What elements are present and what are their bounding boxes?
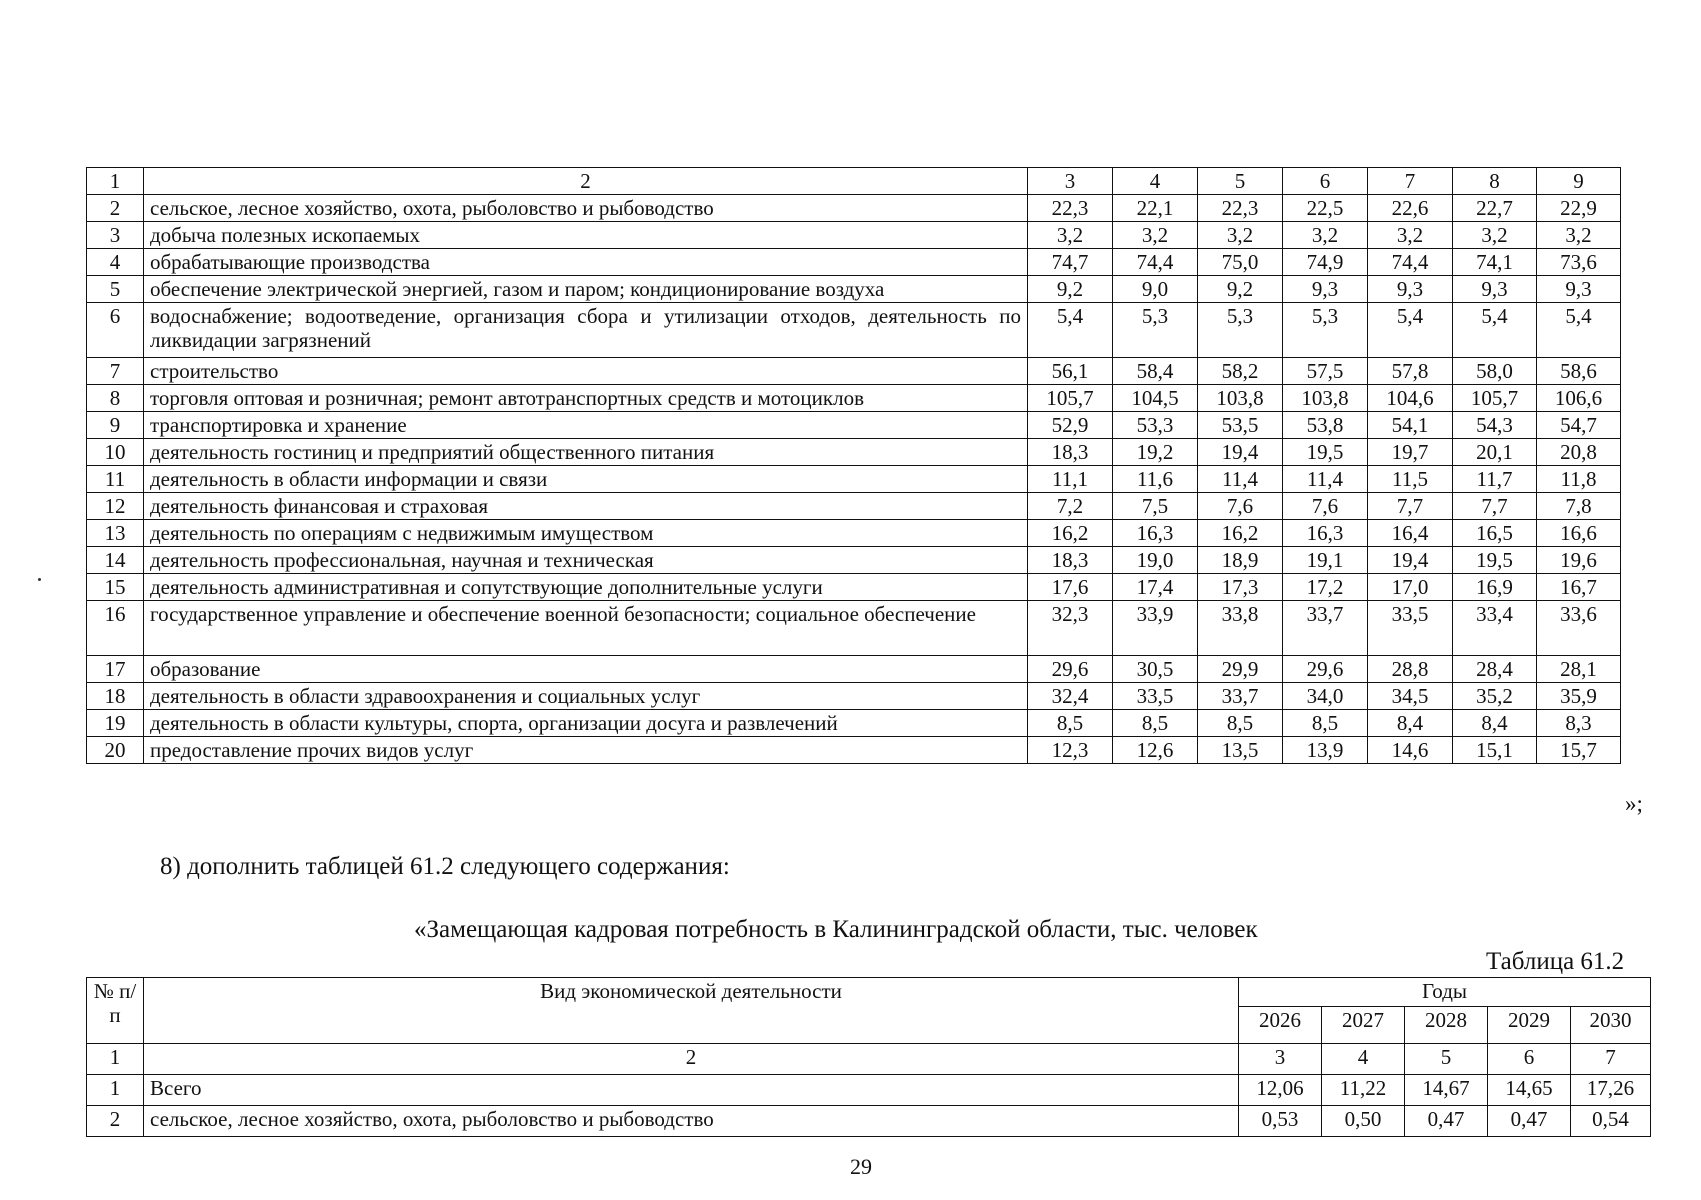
value-cell: 29,9 — [1198, 656, 1283, 683]
activity-name: деятельность в области здравоохранения и социальных услуг — [144, 683, 1028, 710]
value-cell: 3,2 — [1113, 222, 1198, 249]
value-cell: 106,6 — [1537, 385, 1621, 412]
activity-name: транспортировка и хранение — [144, 412, 1028, 439]
year-cell: 2028 — [1405, 1007, 1488, 1044]
row-number: 15 — [87, 574, 144, 601]
activity-name: деятельность в области культуры, спорта, организации досуга и развлечений — [144, 710, 1028, 737]
activity-name: деятельность профессиональная, научная и техническая — [144, 547, 1028, 574]
value-cell: 7,6 — [1198, 493, 1283, 520]
value-cell: 33,7 — [1198, 683, 1283, 710]
table-title: «Замещающая кадровая потребность в Калининградской области, тыс. человек — [414, 916, 1258, 943]
column-index: 6 — [1283, 168, 1368, 195]
value-cell: 104,5 — [1113, 385, 1198, 412]
row-number: 14 — [87, 547, 144, 574]
table-row — [87, 547, 1621, 574]
column-index: 7 — [1571, 1044, 1651, 1075]
value-cell: 15,7 — [1537, 737, 1621, 764]
value-cell: 16,3 — [1113, 520, 1198, 547]
value-cell: 12,06 — [1239, 1075, 1322, 1106]
table-row — [87, 683, 1621, 710]
activity-name: деятельность в области информации и связи — [144, 466, 1028, 493]
value-cell: 17,0 — [1368, 574, 1453, 601]
value-cell: 54,7 — [1537, 412, 1621, 439]
value-cell: 32,4 — [1028, 683, 1113, 710]
value-cell: 16,7 — [1537, 574, 1621, 601]
scan-dot — [38, 578, 41, 581]
value-cell: 33,7 — [1283, 601, 1368, 656]
value-cell: 58,4 — [1113, 358, 1198, 385]
value-cell: 22,6 — [1368, 195, 1453, 222]
value-cell: 103,8 — [1283, 385, 1368, 412]
table-row — [87, 737, 1621, 764]
header-num: № п/п — [87, 978, 144, 1044]
row-number: 20 — [87, 737, 144, 764]
table-row — [87, 710, 1621, 737]
value-cell: 0,47 — [1488, 1106, 1571, 1137]
value-cell: 58,6 — [1537, 358, 1621, 385]
value-cell: 57,5 — [1283, 358, 1368, 385]
activity-name: Всего — [144, 1075, 1239, 1106]
value-cell: 19,5 — [1453, 547, 1537, 574]
value-cell: 30,5 — [1113, 656, 1198, 683]
value-cell: 0,47 — [1405, 1106, 1488, 1137]
table-row — [87, 276, 1621, 303]
value-cell: 22,5 — [1283, 195, 1368, 222]
table-61-1-continuation — [86, 167, 1621, 764]
table-61-2 — [86, 977, 1651, 1137]
activity-name: обеспечение электрической энергией, газом и паром; кондиционирование воздуха — [144, 276, 1028, 303]
header-activity: Вид экономической деятельности — [144, 978, 1239, 1044]
value-cell: 7,5 — [1113, 493, 1198, 520]
row-number: 3 — [87, 222, 144, 249]
value-cell: 19,0 — [1113, 547, 1198, 574]
value-cell: 35,9 — [1537, 683, 1621, 710]
value-cell: 13,9 — [1283, 737, 1368, 764]
value-cell: 11,8 — [1537, 466, 1621, 493]
value-cell: 18,3 — [1028, 547, 1113, 574]
value-cell: 8,4 — [1453, 710, 1537, 737]
value-cell: 5,3 — [1113, 303, 1198, 358]
activity-name: предоставление прочих видов услуг — [144, 737, 1028, 764]
value-cell: 18,9 — [1198, 547, 1283, 574]
header-row — [87, 978, 1651, 1007]
activity-name: деятельность гостиниц и предприятий общественного питания — [144, 439, 1028, 466]
value-cell: 3,2 — [1283, 222, 1368, 249]
value-cell: 13,5 — [1198, 737, 1283, 764]
year-cell: 2027 — [1322, 1007, 1405, 1044]
column-index: 5 — [1198, 168, 1283, 195]
value-cell: 16,5 — [1453, 520, 1537, 547]
row-number: 2 — [87, 195, 144, 222]
value-cell: 5,3 — [1283, 303, 1368, 358]
value-cell: 17,6 — [1028, 574, 1113, 601]
closing-quote: »; — [1625, 791, 1643, 816]
value-cell: 14,67 — [1405, 1075, 1488, 1106]
value-cell: 11,7 — [1453, 466, 1537, 493]
value-cell: 5,4 — [1028, 303, 1113, 358]
value-cell: 34,5 — [1368, 683, 1453, 710]
activity-name: сельское, лесное хозяйство, охота, рыболовство и рыбоводство — [144, 195, 1028, 222]
row-number: 2 — [87, 1106, 144, 1137]
value-cell: 53,3 — [1113, 412, 1198, 439]
column-index: 6 — [1488, 1044, 1571, 1075]
activity-name: обрабатывающие производства — [144, 249, 1028, 276]
value-cell: 35,2 — [1453, 683, 1537, 710]
value-cell: 11,4 — [1283, 466, 1368, 493]
value-cell: 58,2 — [1198, 358, 1283, 385]
value-cell: 33,9 — [1113, 601, 1198, 656]
value-cell: 33,5 — [1113, 683, 1198, 710]
value-cell: 29,6 — [1283, 656, 1368, 683]
column-index: 2 — [144, 1044, 1239, 1075]
activity-name: сельское, лесное хозяйство, охота, рыболовство и рыбоводство — [144, 1106, 1239, 1137]
value-cell: 33,6 — [1537, 601, 1621, 656]
table-row — [87, 222, 1621, 249]
value-cell: 33,8 — [1198, 601, 1283, 656]
value-cell: 11,6 — [1113, 466, 1198, 493]
table-row — [87, 303, 1621, 358]
value-cell: 54,1 — [1368, 412, 1453, 439]
header-years: Годы — [1239, 978, 1651, 1007]
value-cell: 75,0 — [1198, 249, 1283, 276]
row-number: 8 — [87, 385, 144, 412]
page-number: 29 — [850, 1154, 872, 1179]
row-number: 7 — [87, 358, 144, 385]
value-cell: 22,9 — [1537, 195, 1621, 222]
value-cell: 19,4 — [1368, 547, 1453, 574]
value-cell: 22,7 — [1453, 195, 1537, 222]
value-cell: 0,50 — [1322, 1106, 1405, 1137]
value-cell: 8,5 — [1283, 710, 1368, 737]
amendment-note: 8) дополнить таблицей 61.2 следующего содержания: — [160, 853, 730, 880]
value-cell: 19,1 — [1283, 547, 1368, 574]
table-row — [87, 385, 1621, 412]
table-row — [87, 520, 1621, 547]
value-cell: 16,4 — [1368, 520, 1453, 547]
value-cell: 15,1 — [1453, 737, 1537, 764]
row-number: 1 — [87, 1075, 144, 1106]
table-body — [87, 168, 1621, 764]
value-cell: 5,4 — [1368, 303, 1453, 358]
value-cell: 54,3 — [1453, 412, 1537, 439]
row-number: 13 — [87, 520, 144, 547]
table-row — [87, 601, 1621, 656]
value-cell: 16,9 — [1453, 574, 1537, 601]
row-number: 5 — [87, 276, 144, 303]
value-cell: 33,5 — [1368, 601, 1453, 656]
column-index: 3 — [1028, 168, 1113, 195]
row-number: 4 — [87, 249, 144, 276]
value-cell: 8,4 — [1368, 710, 1453, 737]
value-cell: 9,2 — [1028, 276, 1113, 303]
value-cell: 3,2 — [1453, 222, 1537, 249]
table-row — [87, 574, 1621, 601]
value-cell: 19,6 — [1537, 547, 1621, 574]
value-cell: 16,6 — [1537, 520, 1621, 547]
value-cell: 74,4 — [1368, 249, 1453, 276]
value-cell: 16,2 — [1028, 520, 1113, 547]
value-cell: 22,1 — [1113, 195, 1198, 222]
value-cell: 11,1 — [1028, 466, 1113, 493]
row-number: 9 — [87, 412, 144, 439]
value-cell: 12,6 — [1113, 737, 1198, 764]
row-number: 17 — [87, 656, 144, 683]
row-number: 16 — [87, 601, 144, 656]
column-index: 4 — [1113, 168, 1198, 195]
value-cell: 103,8 — [1198, 385, 1283, 412]
value-cell: 57,8 — [1368, 358, 1453, 385]
value-cell: 58,0 — [1453, 358, 1537, 385]
value-cell: 28,4 — [1453, 656, 1537, 683]
table-row — [87, 493, 1621, 520]
value-cell: 9,3 — [1368, 276, 1453, 303]
value-cell: 19,4 — [1198, 439, 1283, 466]
value-cell: 74,1 — [1453, 249, 1537, 276]
value-cell: 17,26 — [1571, 1075, 1651, 1106]
value-cell: 7,7 — [1368, 493, 1453, 520]
row-number: 6 — [87, 303, 144, 358]
value-cell: 14,65 — [1488, 1075, 1571, 1106]
activity-name: торговля оптовая и розничная; ремонт автотранспортных средств и мотоциклов — [144, 385, 1028, 412]
value-cell: 0,53 — [1239, 1106, 1322, 1137]
value-cell: 16,2 — [1198, 520, 1283, 547]
value-cell: 17,2 — [1283, 574, 1368, 601]
value-cell: 105,7 — [1028, 385, 1113, 412]
value-cell: 5,3 — [1198, 303, 1283, 358]
value-cell: 74,4 — [1113, 249, 1198, 276]
activity-name: деятельность финансовая и страховая — [144, 493, 1028, 520]
column-index-row — [87, 1044, 1651, 1075]
column-index: 5 — [1405, 1044, 1488, 1075]
value-cell: 52,9 — [1028, 412, 1113, 439]
value-cell: 22,3 — [1028, 195, 1113, 222]
row-number: 19 — [87, 710, 144, 737]
value-cell: 11,5 — [1368, 466, 1453, 493]
value-cell: 28,8 — [1368, 656, 1453, 683]
value-cell: 74,9 — [1283, 249, 1368, 276]
table-row — [87, 439, 1621, 466]
value-cell: 11,22 — [1322, 1075, 1405, 1106]
value-cell: 53,5 — [1198, 412, 1283, 439]
value-cell: 5,4 — [1453, 303, 1537, 358]
value-cell: 7,8 — [1537, 493, 1621, 520]
value-cell: 7,2 — [1028, 493, 1113, 520]
value-cell: 16,3 — [1283, 520, 1368, 547]
activity-name: деятельность административная и сопутствующие дополнительные услуги — [144, 574, 1028, 601]
column-index: 8 — [1453, 168, 1537, 195]
value-cell: 74,7 — [1028, 249, 1113, 276]
row-number: 11 — [87, 466, 144, 493]
value-cell: 5,4 — [1537, 303, 1621, 358]
column-index: 9 — [1537, 168, 1621, 195]
activity-name: водоснабжение; водоотведение, организация сбора и утилизации отходов, деятельность по ликвидации загрязнений — [144, 303, 1028, 358]
value-cell: 19,5 — [1283, 439, 1368, 466]
table-body — [87, 978, 1651, 1137]
value-cell: 3,2 — [1368, 222, 1453, 249]
row-number: 12 — [87, 493, 144, 520]
value-cell: 11,4 — [1198, 466, 1283, 493]
value-cell: 7,6 — [1283, 493, 1368, 520]
value-cell: 28,1 — [1537, 656, 1621, 683]
value-cell: 9,3 — [1283, 276, 1368, 303]
value-cell: 22,3 — [1198, 195, 1283, 222]
value-cell: 19,7 — [1368, 439, 1453, 466]
activity-name: образование — [144, 656, 1028, 683]
value-cell: 9,2 — [1198, 276, 1283, 303]
value-cell: 18,3 — [1028, 439, 1113, 466]
value-cell: 8,3 — [1537, 710, 1621, 737]
value-cell: 34,0 — [1283, 683, 1368, 710]
value-cell: 17,4 — [1113, 574, 1198, 601]
table-row — [87, 195, 1621, 222]
value-cell: 9,0 — [1113, 276, 1198, 303]
value-cell: 8,5 — [1198, 710, 1283, 737]
value-cell: 33,4 — [1453, 601, 1537, 656]
value-cell: 20,1 — [1453, 439, 1537, 466]
column-index: 1 — [87, 168, 144, 195]
value-cell: 105,7 — [1453, 385, 1537, 412]
row-number: 18 — [87, 683, 144, 710]
value-cell: 14,6 — [1368, 737, 1453, 764]
value-cell: 32,3 — [1028, 601, 1113, 656]
value-cell: 0,54 — [1571, 1106, 1651, 1137]
value-cell: 53,8 — [1283, 412, 1368, 439]
table-row — [87, 358, 1621, 385]
value-cell: 7,7 — [1453, 493, 1537, 520]
activity-name: деятельность по операциям с недвижимым имуществом — [144, 520, 1028, 547]
table-label: Таблица 61.2 — [1486, 948, 1625, 975]
value-cell: 3,2 — [1028, 222, 1113, 249]
value-cell: 17,3 — [1198, 574, 1283, 601]
value-cell: 19,2 — [1113, 439, 1198, 466]
value-cell: 3,2 — [1537, 222, 1621, 249]
value-cell: 8,5 — [1113, 710, 1198, 737]
activity-name: добыча полезных ископаемых — [144, 222, 1028, 249]
value-cell: 9,3 — [1453, 276, 1537, 303]
value-cell: 104,6 — [1368, 385, 1453, 412]
value-cell: 56,1 — [1028, 358, 1113, 385]
column-index: 1 — [87, 1044, 144, 1075]
row-number: 10 — [87, 439, 144, 466]
year-cell: 2030 — [1571, 1007, 1651, 1044]
value-cell: 73,6 — [1537, 249, 1621, 276]
column-index: 3 — [1239, 1044, 1322, 1075]
column-index-row — [87, 168, 1621, 195]
table-row — [87, 412, 1621, 439]
activity-name: строительство — [144, 358, 1028, 385]
column-index: 4 — [1322, 1044, 1405, 1075]
column-index: 2 — [144, 168, 1028, 195]
year-cell: 2026 — [1239, 1007, 1322, 1044]
value-cell: 3,2 — [1198, 222, 1283, 249]
value-cell: 8,5 — [1028, 710, 1113, 737]
value-cell: 9,3 — [1537, 276, 1621, 303]
value-cell: 29,6 — [1028, 656, 1113, 683]
table-row — [87, 1106, 1651, 1137]
activity-name: государственное управление и обеспечение военной безопасности; социальное обеспечение — [144, 601, 1028, 656]
value-cell: 20,8 — [1537, 439, 1621, 466]
table-row — [87, 466, 1621, 493]
year-cell: 2029 — [1488, 1007, 1571, 1044]
value-cell: 12,3 — [1028, 737, 1113, 764]
table-row — [87, 1075, 1651, 1106]
table-row — [87, 656, 1621, 683]
column-index: 7 — [1368, 168, 1453, 195]
table-row — [87, 249, 1621, 276]
